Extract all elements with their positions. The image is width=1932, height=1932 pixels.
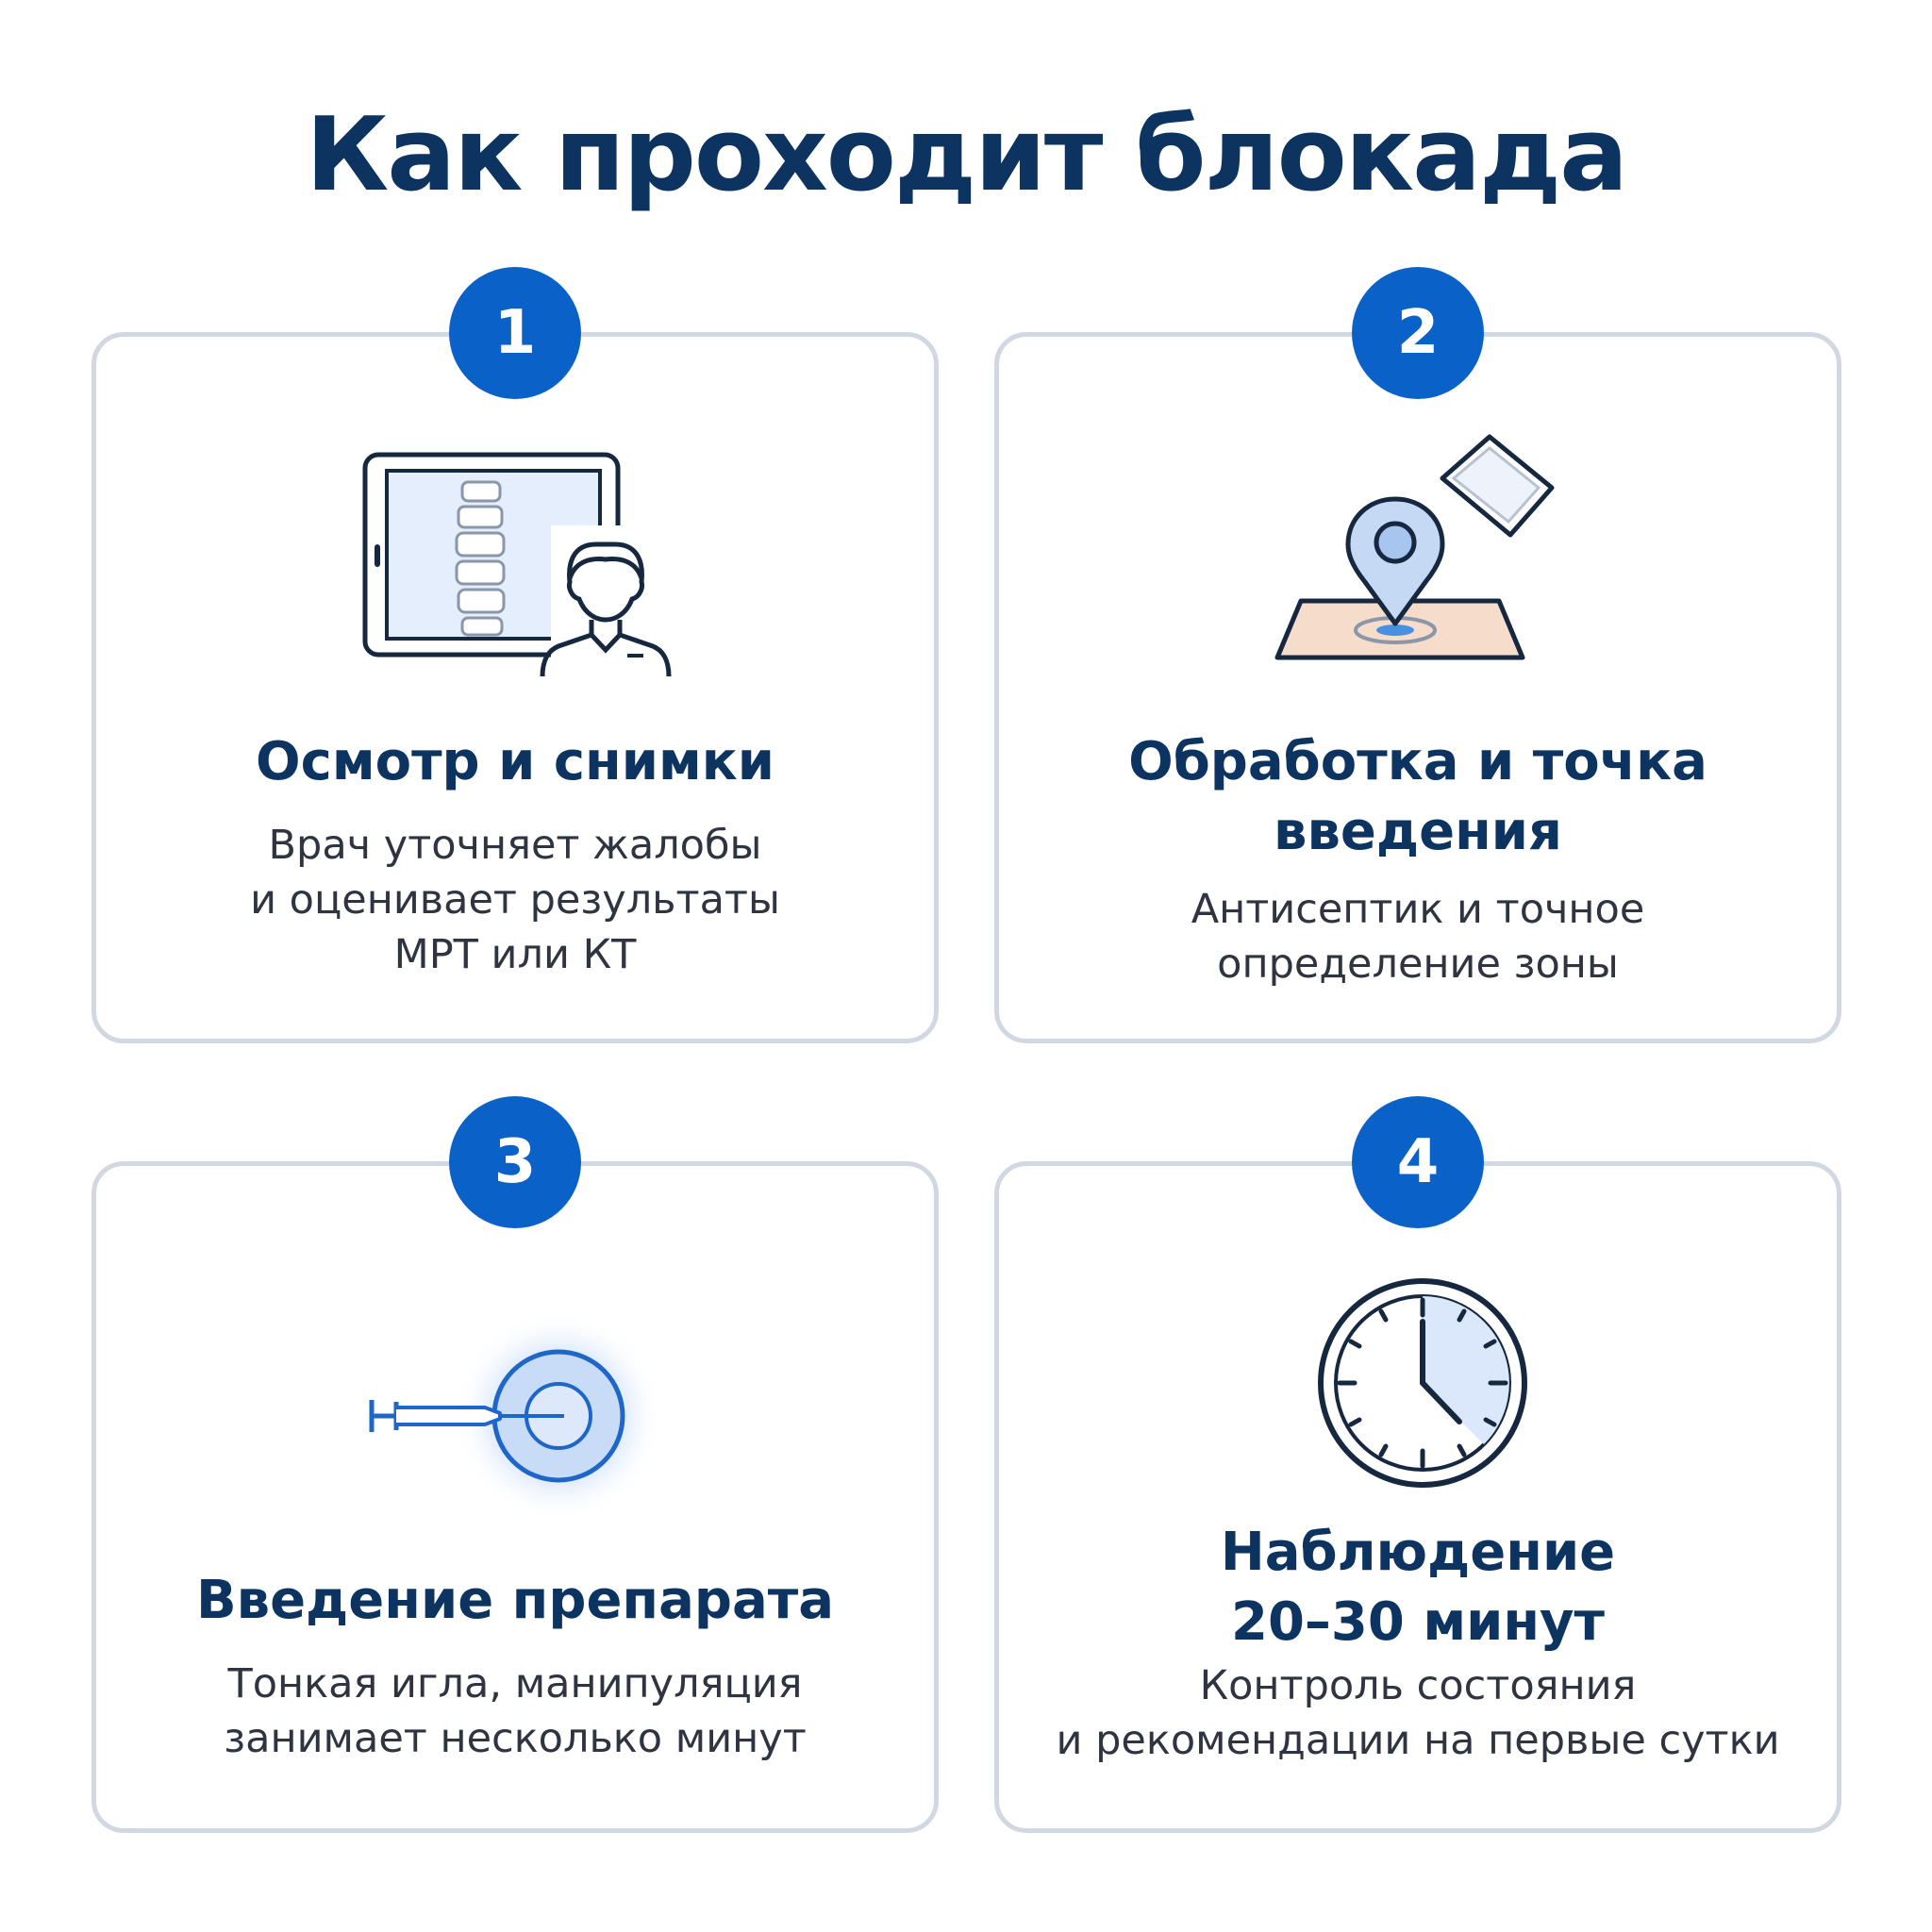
syringe-target-icon [360,1307,681,1524]
step-number-badge-4: 4 [1352,1096,1484,1228]
step-description-1: Врач уточняет жалобы и оценивает результаты МРТ или КТ [250,822,780,978]
injection-site-pin-icon [1263,431,1584,686]
page-title: Как проходит блокада [305,96,1627,214]
step-number-badge-3: 3 [449,1096,581,1228]
step-description-3: Тонкая игла, манипуляция занимает несколько минут [224,1660,807,1762]
step-description-2: Антисептик и точное определение зоны [1191,886,1645,988]
clock-icon [1314,1274,1531,1491]
step-title-4: Наблюдение 20–30 минут [1220,1522,1616,1653]
step-title-1: Осмотр и снимки [256,731,774,792]
step-card-4 [994,1161,1841,1833]
step-number-badge-1: 1 [449,267,581,399]
step-description-4: Контроль состояния и рекомендации на первые сутки [1056,1662,1780,1764]
step-number-badge-2: 2 [1352,267,1484,399]
step-card-3 [92,1161,939,1833]
spine-scan-doctor-icon [360,450,681,686]
step-card-2 [994,332,1841,1043]
step-title-3: Введение препарата [195,1570,835,1631]
step-title-2: Обработка и точка введения [1128,731,1707,862]
step-card-1 [92,332,939,1043]
